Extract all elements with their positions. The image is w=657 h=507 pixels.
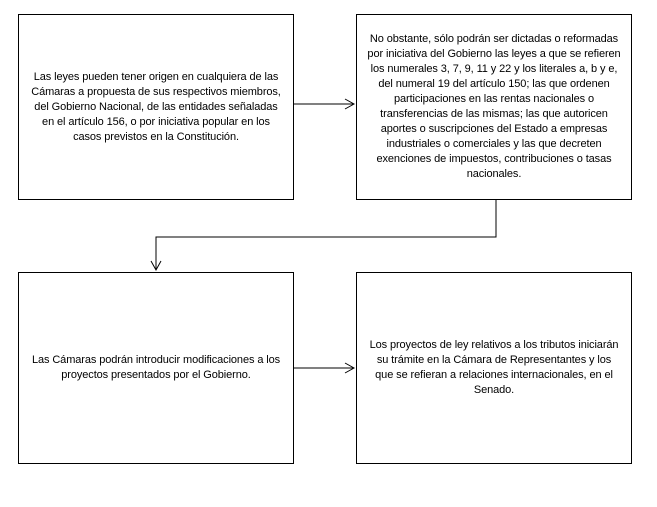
flow-box-text: Las Cámaras podrán introducir modificaciones a los proyectos presentados por el Gobierno. [31,354,281,381]
flow-box-text: Las leyes pueden tener origen en cualquiera de las Cámaras a propuesta de sus respectivos miembros, del Gobierno Nacional, de las entidades señaladas en el artículo 156, o por iniciativa popular en los casos previstos en la Constitución. [31,70,281,143]
flow-box-chamber-modifications [18,272,294,464]
flow-box-government-initiative [356,14,632,200]
arrow-box2-to-box3 [151,200,496,270]
arrow-box3-to-box4 [294,363,354,373]
arrow-box1-to-box2 [294,99,354,109]
flow-box-text: Los proyectos de ley relativos a los tributos iniciarán su trámite en la Cámara de Representantes y los que se refieran a relaciones internacionales, en el Senado. [369,339,619,396]
flow-box-tax-and-international-bills [356,272,632,464]
flow-box-origin-of-laws [18,14,294,200]
flow-box-text: No obstante, sólo podrán ser dictadas o reformadas por iniciativa del Gobierno las leyes a que se refieren los numerales 3, 7, 9, 11 y 22 y los literales a, b y e, del numeral 19 del artículo 150; las que ordenen participaciones en las rentas nacionales o transferencias de las mismas; las que autoricen aportes o suscripciones del Estado a empresas industriales o comerciales y las que decreten exenciones de impuestos, contribuciones o tasas nacionales. [367,33,621,180]
